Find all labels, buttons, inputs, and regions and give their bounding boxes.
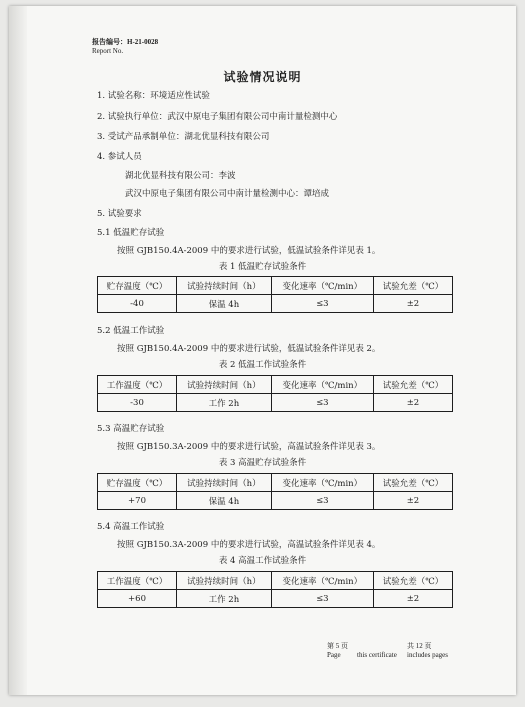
table-row — [98, 492, 453, 510]
table-header-cell: 变化速率（℃/min） — [271, 474, 373, 492]
table-header-cell: 试验持续时间（h） — [177, 572, 272, 590]
report-number: H-21-0028 — [127, 38, 159, 46]
section-heading: 5.1 低温贮存试验 — [97, 228, 165, 238]
table-cell: ≤3 — [271, 492, 373, 510]
table-header-row — [98, 474, 453, 492]
table-header-cell: 试验持续时间（h） — [177, 474, 272, 492]
table-cell: ≤3 — [271, 590, 373, 608]
page-title: 试验情况说明 — [223, 70, 302, 84]
conditions-table-3 — [97, 473, 453, 510]
table-header-cell: 试验持续时间（h） — [177, 376, 272, 394]
conditions-table-2 — [97, 375, 453, 412]
table-row — [98, 295, 453, 313]
table-cell: +60 — [98, 590, 177, 608]
table-cell: ≤3 — [271, 295, 373, 313]
item-executor: 2. 试验执行单位：武汉中原电子集团有限公司中南计量检测中心 — [97, 112, 338, 122]
table-caption: 表 3 高温贮存试验条件 — [218, 458, 307, 468]
participant-2: 武汉中原电子集团有限公司中南计量检测中心：谭培成 — [125, 189, 330, 199]
report-number-block — [92, 38, 158, 56]
table-cell: ±2 — [373, 295, 452, 313]
table-cell: 保温 4h — [177, 492, 272, 510]
table-header-cell: 变化速率（℃/min） — [271, 376, 373, 394]
table-cell: +70 — [98, 492, 177, 510]
section-text: 按照 GJB150.4A-2009 中的要求进行试验，低温试验条件详见表 1。 — [117, 246, 381, 256]
item-participants-heading: 4. 参试人员 — [97, 152, 142, 162]
conditions-table-4 — [97, 571, 453, 608]
report-label-en: Report No. — [92, 47, 124, 55]
table-cell: -30 — [98, 394, 177, 412]
table-header-cell: 贮存温度（℃） — [98, 277, 177, 295]
item-requirements-heading: 5. 试验要求 — [97, 209, 142, 219]
table-header-cell: 试验允差（℃） — [373, 474, 452, 492]
table-row — [98, 590, 453, 608]
section-heading: 5.4 高温工作试验 — [97, 522, 165, 532]
table-cell: 工作 2h — [177, 394, 272, 412]
footer-page — [327, 642, 348, 660]
page-label: 第 5 页 — [327, 642, 348, 650]
document-page — [9, 6, 516, 695]
table-header-cell: 变化速率（℃/min） — [271, 572, 373, 590]
table-header-row — [98, 376, 453, 394]
table-header-cell: 试验允差（℃） — [373, 376, 452, 394]
footer-certificate: this certificate — [357, 651, 397, 659]
table-caption: 表 1 低温贮存试验条件 — [218, 262, 307, 272]
page-label-en: Page — [327, 651, 341, 659]
table-cell: -40 — [98, 295, 177, 313]
report-label: 报告编号： — [92, 38, 127, 46]
binding-edge — [9, 6, 27, 695]
table-cell: ±2 — [373, 590, 452, 608]
table-header-cell: 工作温度（℃） — [98, 376, 177, 394]
conditions-table-1 — [97, 276, 453, 313]
section-heading: 5.3 高温贮存试验 — [97, 424, 165, 434]
total-label-en: includes pages — [407, 651, 449, 659]
table-header-cell: 试验允差（℃） — [373, 277, 452, 295]
table-header-row — [98, 572, 453, 590]
table-header-cell: 试验持续时间（h） — [177, 277, 272, 295]
table-cell: 工作 2h — [177, 590, 272, 608]
table-header-cell: 贮存温度（℃） — [98, 474, 177, 492]
table-cell: ≤3 — [271, 394, 373, 412]
section-text: 按照 GJB150.3A-2009 中的要求进行试验，高温试验条件详见表 3。 — [117, 442, 381, 452]
footer-total — [407, 642, 448, 660]
table-header-cell: 变化速率（℃/min） — [271, 277, 373, 295]
table-cell: ±2 — [373, 394, 452, 412]
table-caption: 表 4 高温工作试验条件 — [218, 556, 307, 566]
table-row — [98, 394, 453, 412]
total-label: 共 12 页 — [407, 642, 432, 650]
table-caption: 表 2 低温工作试验条件 — [218, 360, 307, 370]
item-contractor: 3. 受试产品承制单位：湖北优显科技有限公司 — [97, 132, 270, 142]
table-header-cell: 工作温度（℃） — [98, 572, 177, 590]
participant-1: 湖北优显科技有限公司：李波 — [125, 171, 236, 181]
table-header-cell: 试验允差（℃） — [373, 572, 452, 590]
section-text: 按照 GJB150.4A-2009 中的要求进行试验，低温试验条件详见表 2。 — [117, 344, 381, 354]
table-cell: 保温 4h — [177, 295, 272, 313]
section-text: 按照 GJB150.3A-2009 中的要求进行试验，高温试验条件详见表 4。 — [117, 540, 381, 550]
table-header-row — [98, 277, 453, 295]
item-test-name: 1. 试验名称：环境适应性试验 — [97, 91, 210, 101]
table-cell: ±2 — [373, 492, 452, 510]
section-heading: 5.2 低温工作试验 — [97, 326, 165, 336]
